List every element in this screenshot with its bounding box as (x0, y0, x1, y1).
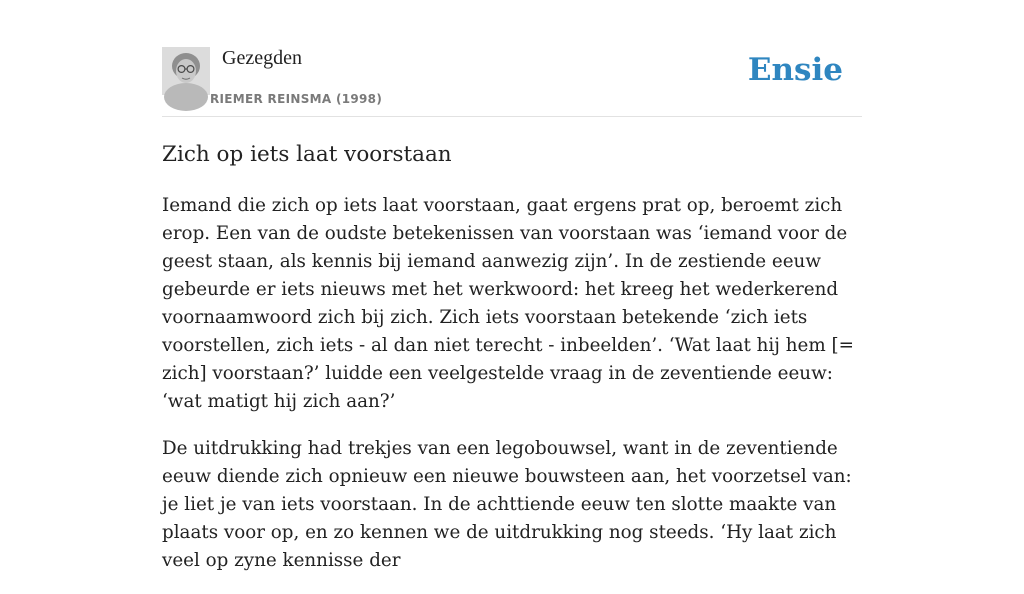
article-title: Zich op iets laat voorstaan (162, 142, 452, 167)
author-portrait-icon (162, 47, 210, 95)
source-header (162, 46, 862, 117)
source-title[interactable]: Gezegden (222, 47, 302, 69)
article-body (162, 192, 862, 594)
article-paragraph: Iemand die zich op iets laat voorstaan, gaat ergens prat op, beroemt zich erop. Een van de oudste betekenissen van voorstaan was ‘iemand voor de geest staan, als kennis bij iemand aanwezig zijn’. In de zestiende eeuw gebeurde er iets nieuws met het werkwoord: het kreeg het wederkerend voornaamwoord zich bij zich. Zich iets voorstaan betekende ‘zich iets voorstellen, zich iets - al dan niet terecht - inbeelden’. ‘Wat laat hij hem [= zich] voorstaan?’ luidde een veelgestelde vraag in de zeventiende eeuw: ‘wat matigt hij zich aan?’ (162, 195, 854, 412)
author-avatar[interactable] (162, 47, 210, 95)
ensie-logo[interactable]: Ensie (747, 52, 843, 88)
author-byline: RIEMER REINSMA (1998) (210, 92, 383, 106)
article-paragraph: De uitdrukking had trekjes van een legobouwsel, want in de zeventiende eeuw diende zich opnieuw een nieuwe bouwsteen aan, het voorzetsel van: je liet je van iets voorstaan. In de achttiende eeuw ten slotte maakte van plaats voor op, en zo kennen we de uitdrukking nog steeds. ‘Hy laat zich veel op zyne kennisse der (162, 438, 852, 571)
